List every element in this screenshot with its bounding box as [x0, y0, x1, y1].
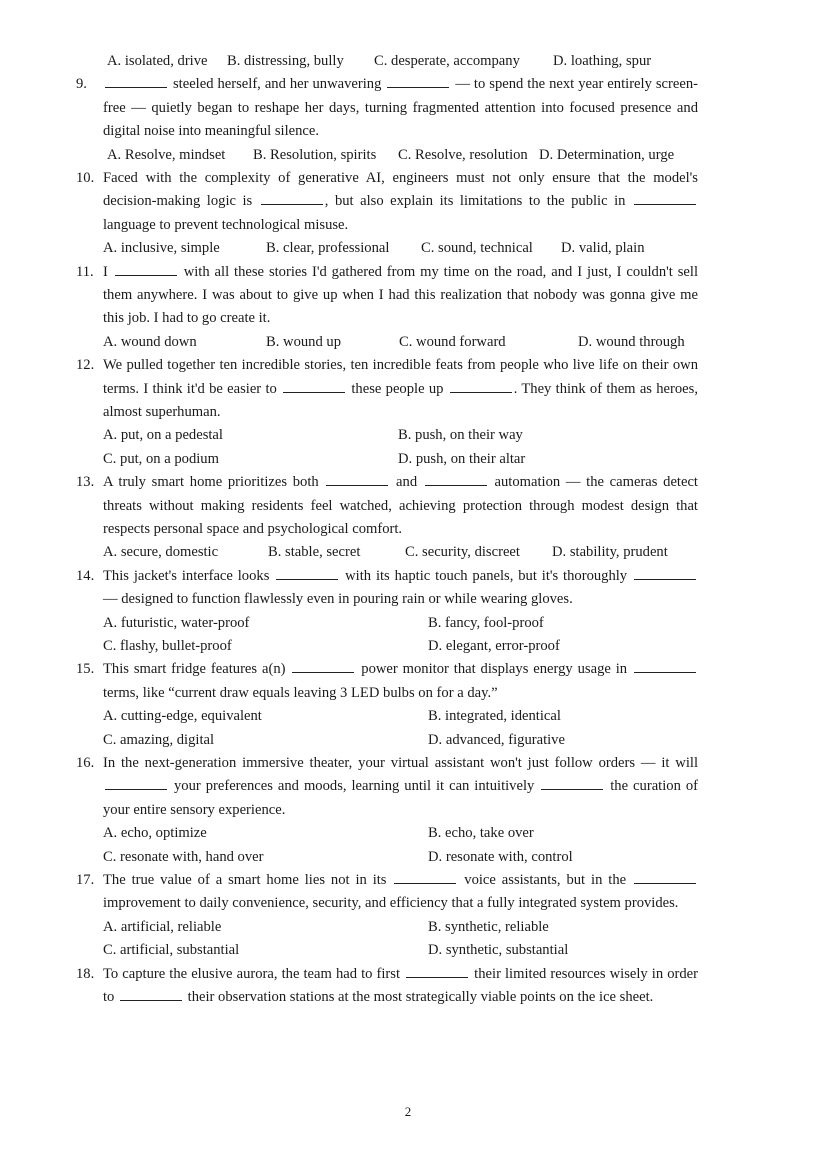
q8-option-b: B. distressing, bully: [227, 53, 344, 69]
options-row: [0, 635, 816, 658]
answer-option: D. push, on their altar: [398, 450, 526, 467]
answer-option: D. valid, plain: [561, 240, 645, 257]
answer-blank[interactable]: [634, 658, 696, 673]
exam-page: [0, 50, 816, 1009]
answer-blank[interactable]: [450, 378, 512, 393]
question-number: 13.: [76, 474, 95, 491]
answer-blank[interactable]: [634, 565, 696, 580]
options-row: [0, 448, 816, 471]
question-text: We pulled together ten incredible stories, ten incredible feats from people who live life on their own terms. I think it'd be easier to these people up . They think of them as heroes, almost superhuman.: [103, 357, 698, 421]
answer-option: C. resonate with, hand over: [103, 848, 264, 865]
answer-option: B. integrated, identical: [428, 708, 561, 725]
answer-option: D. stability, prudent: [552, 544, 668, 561]
options-row: [0, 541, 816, 564]
q8-option-c: C. desperate, accompany: [374, 53, 520, 69]
question-number: 10.: [76, 170, 95, 186]
page-number: 2: [404, 1104, 412, 1119]
question-13: [0, 471, 816, 541]
answer-blank[interactable]: [115, 261, 177, 276]
question-number: 17.: [76, 872, 95, 889]
answer-blank[interactable]: [326, 471, 388, 486]
answer-option: B. synthetic, reliable: [428, 918, 549, 935]
answer-option: D. wound through: [578, 333, 685, 350]
answer-blank[interactable]: [261, 190, 323, 205]
question-number: 12.: [76, 357, 95, 374]
answer-option: A. put, on a pedestal: [103, 427, 223, 444]
question-number: 18.: [76, 965, 95, 982]
question-17: [0, 869, 816, 916]
answer-blank[interactable]: [394, 869, 456, 884]
options-row: [0, 331, 816, 354]
question-10: [0, 167, 816, 237]
answer-blank[interactable]: [387, 73, 449, 88]
answer-blank[interactable]: [634, 869, 696, 884]
answer-option: A. echo, optimize: [103, 825, 207, 842]
question-18: [0, 963, 816, 1010]
options-row: [0, 729, 816, 752]
answer-option: A. inclusive, simple: [103, 240, 220, 257]
answer-option: C. amazing, digital: [103, 731, 215, 748]
options-row: [0, 424, 816, 447]
options-row: [0, 916, 816, 939]
answer-option: D. synthetic, substantial: [428, 942, 569, 959]
answer-blank[interactable]: [105, 775, 167, 790]
question-text: Faced with the complexity of generative AI, engineers must not only ensure that the model's decision-making logic is , but also explain its limitations to the public in language to prevent technological misuse.: [103, 170, 698, 233]
question-16: [0, 752, 816, 822]
options-row: [0, 237, 816, 260]
question-text: A truly smart home prioritizes both and automation — the cameras detect threats without making residents feel watched, achieving protection through modest design that respects personal space and psychological comfort.: [103, 471, 698, 541]
answer-option: C. security, discreet: [405, 544, 520, 561]
question-number: 15.: [76, 661, 95, 678]
question-text: steeled herself, and her unwavering — to spend the next year entirely screen-free — quietly began to reshape her days, turning fragmented attention into focused presence and digital noise into meaningful silence.: [103, 73, 698, 143]
question-text: The true value of a smart home lies not in its voice assistants, but in the improvement to daily convenience, security, and efficiency that a fully integrated system provides.: [103, 869, 698, 916]
question-text: I with all these stories I'd gathered from my time on the road, and I just, I couldn't sell them anywhere. I was about to give up when I had this realization that nobody was gonna give me this job. I had to go create it.: [103, 261, 698, 331]
answer-option: D. Determination, urge: [539, 146, 675, 163]
answer-option: A. wound down: [103, 333, 197, 350]
answer-option: B. clear, professional: [266, 240, 390, 257]
answer-option: D. advanced, figurative: [428, 731, 565, 748]
answer-option: B. echo, take over: [428, 825, 534, 842]
answer-blank[interactable]: [105, 73, 167, 88]
answer-option: D. elegant, error-proof: [428, 638, 560, 655]
question-number: 11.: [76, 263, 94, 280]
question-number: 16.: [76, 755, 95, 772]
answer-option: B. wound up: [266, 333, 341, 350]
answer-blank[interactable]: [276, 565, 338, 580]
answer-option: B. fancy, fool-proof: [428, 614, 544, 631]
answer-blank[interactable]: [406, 963, 468, 978]
answer-option: A. cutting-edge, equivalent: [103, 708, 262, 725]
answer-option: C. flashy, bullet-proof: [103, 638, 232, 655]
question-9: [0, 73, 816, 143]
question-text: To capture the elusive aurora, the team had to first their limited resources wisely in order to their observation stations at the most strategically viable points on the ice sheet.: [103, 963, 698, 1010]
question-number: 14.: [76, 567, 95, 584]
answer-blank[interactable]: [283, 378, 345, 393]
options-row: [0, 612, 816, 635]
answer-option: C. put, on a podium: [103, 450, 219, 467]
answer-option: A. secure, domestic: [103, 544, 219, 561]
options-row: [0, 939, 816, 962]
q8-options: [0, 50, 816, 73]
q8-option-a: A. isolated, drive: [107, 53, 208, 69]
answer-option: B. stable, secret: [268, 544, 361, 561]
question-12: [0, 354, 816, 424]
question-text: In the next-generation immersive theater, your virtual assistant won't just follow orders — it will your preferences and moods, learning until it can intuitively the curation of your entire sensory experience.: [103, 755, 698, 818]
options-row: [0, 705, 816, 728]
answer-option: B. push, on their way: [398, 427, 523, 444]
question-15: [0, 658, 816, 705]
question-11: [0, 261, 816, 331]
options-row: [0, 822, 816, 845]
answer-option: C. Resolve, resolution: [398, 146, 528, 163]
answer-option: A. artificial, reliable: [103, 918, 222, 935]
question-list: [0, 73, 816, 1009]
question-number: 9.: [76, 76, 87, 93]
q8-option-d: D. loathing, spur: [553, 53, 652, 69]
options-row: [0, 144, 816, 167]
answer-blank[interactable]: [634, 190, 696, 205]
answer-blank[interactable]: [292, 658, 354, 673]
answer-option: B. Resolution, spirits: [253, 146, 377, 163]
answer-option: A. Resolve, mindset: [107, 146, 226, 163]
question-14: [0, 565, 816, 612]
answer-blank[interactable]: [541, 775, 603, 790]
answer-option: C. artificial, substantial: [103, 942, 240, 959]
answer-option: A. futuristic, water-proof: [103, 614, 250, 631]
options-row: [0, 846, 816, 869]
answer-blank[interactable]: [120, 986, 182, 1001]
question-text: This smart fridge features a(n) power monitor that displays energy usage in terms, like “current draw equals leaving 3 LED bulbs on for a day.”: [103, 658, 698, 705]
answer-option: D. resonate with, control: [428, 848, 573, 865]
answer-option: C. wound forward: [399, 333, 506, 350]
answer-option: C. sound, technical: [421, 240, 533, 257]
question-text: This jacket's interface looks with its haptic touch panels, but it's thoroughly — designed to function flawlessly even in pouring rain or while wearing gloves.: [103, 565, 698, 612]
answer-blank[interactable]: [425, 471, 487, 486]
